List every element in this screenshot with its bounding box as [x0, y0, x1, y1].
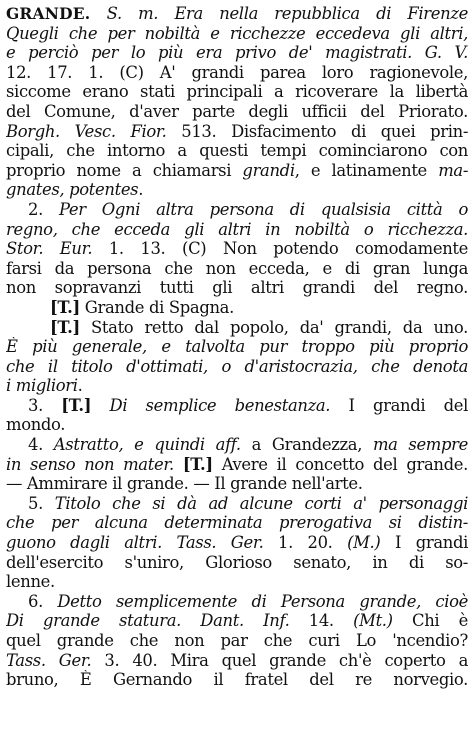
editor-mark: [T.] [182, 454, 213, 474]
body-text: proprio nome a chiamarsi [6, 160, 243, 180]
italic-text: Detto semplicemente di Persona grande, cioè [57, 591, 468, 611]
body-text: 14. [289, 611, 354, 631]
body-text: mondo. [6, 415, 66, 435]
body-text [90, 4, 106, 23]
italic-text: Tass. Ger. [6, 650, 92, 670]
body-text: siccome erano stati principali a ricoverare la libertà [6, 82, 468, 102]
entry-line [6, 513, 468, 533]
entry-line [6, 298, 468, 318]
italic-text: S. m. Era nella repubblica di Firenze [106, 4, 468, 23]
italic-text: che il titolo d'ottimati, o d'aristocrazia, che denota [6, 356, 468, 376]
body-text: lenne. [6, 572, 55, 592]
body-text: del Comune, d'aver parte degli ufficii del Priorato. [6, 101, 468, 121]
italic-text: Titolo che si dà ad alcune corti a' personaggi [54, 493, 468, 513]
body-text: , e latinamente [294, 160, 439, 180]
body-text: cipali, che intorno a questi tempi cominciarono con [6, 141, 468, 161]
body-text: 6. [28, 591, 58, 611]
italic-text: Di grande statura. Dant. Inf. [6, 611, 290, 631]
italic-text: gnates, potentes [6, 180, 139, 200]
entry-line [6, 82, 468, 102]
entry-line [6, 396, 468, 416]
body-text: farsi da persona che non ecceda, e di gran lunga [6, 258, 468, 278]
entry-line [6, 318, 468, 338]
entry-line [6, 611, 468, 631]
entry-line [6, 494, 468, 514]
body-text: quel grande che non par che curi Lo 'ncendio? [6, 631, 468, 650]
body-text: 1. 20. [263, 533, 348, 553]
entry-line [6, 415, 468, 435]
body-text: non sopravanzi tutti gli altri grandi del regno. [6, 278, 468, 298]
entry-line [6, 122, 468, 142]
italic-text: che per alcuna determinata prerogativa si distin- [6, 513, 468, 533]
editor-mark: [T.] [50, 317, 80, 337]
italic-text: ma- [438, 160, 468, 180]
italic-text: È più generale, e talvolta pur troppo più proprio [6, 337, 468, 357]
body-text: a Grandezza, [240, 435, 373, 455]
body-text: 2. [28, 199, 59, 219]
entry-line [6, 337, 468, 357]
body-text: 3. 40. Mira quel grande ch'è coperto a [91, 650, 468, 670]
body-text: 5. [28, 493, 55, 513]
body-text: Avere il concetto del grande. [212, 454, 468, 474]
body-text: Chi è [392, 611, 468, 631]
italic-text: Stor. Eur. [6, 239, 93, 259]
entry-line [6, 651, 468, 671]
editor-mark: [T.] [50, 297, 80, 317]
italic-text: i migliori [6, 376, 78, 396]
body-text: I grandi [380, 533, 468, 553]
body-text [91, 396, 109, 415]
body-text: . [138, 180, 144, 200]
entry-line [6, 4, 468, 24]
body-text: 3. [28, 395, 62, 415]
body-text: — Ammirare il grande. — Il grande nell'arte. [6, 474, 363, 494]
body-text: Stato retto dal popolo, da' grandi, da uno. [79, 317, 468, 337]
entry-line [6, 357, 468, 377]
entry-line [6, 220, 468, 240]
entry-line [6, 592, 468, 612]
entry-line [6, 376, 468, 396]
entry-line [6, 63, 468, 83]
entry-line [6, 180, 468, 200]
entry-line [6, 553, 468, 573]
entry-line [6, 435, 468, 455]
italic-text: Per Ogni altra persona di qualsisia città o [58, 199, 468, 219]
body-text: Grande di Spagna. [79, 297, 234, 317]
italic-text: guono dagli altri. Tass. Ger. [6, 533, 264, 553]
body-text: bruno, È Gernando il fratel del re norvegio. [6, 670, 468, 690]
body-text: 4. [28, 435, 54, 455]
entry-line [6, 572, 468, 592]
italic-text: grandi [242, 160, 295, 180]
headword: GRANDE. [6, 4, 91, 23]
entry-line [6, 161, 468, 181]
italic-text: Astratto, e quindi aff. [53, 435, 241, 455]
entry-line [6, 670, 468, 690]
entry-line [6, 24, 468, 44]
italic-text: e perciò per lo più era privo de' magistrati. G. V. [6, 43, 468, 63]
italic-text: (Mt.) [353, 611, 393, 631]
entry-line [6, 533, 468, 553]
italic-text: in senso non mater. [6, 454, 174, 474]
italic-text: Quegli che per nobiltà e ricchezze eccedeva gli altri, [6, 23, 468, 43]
dictionary-entry-grande [6, 4, 468, 690]
entry-line [6, 43, 468, 63]
entry-line [6, 200, 468, 220]
italic-text: ma sempre [372, 435, 468, 455]
body-text: I grandi del [330, 395, 468, 415]
entry-line [6, 278, 468, 298]
entry-line [6, 239, 468, 259]
italic-text: regno, che ecceda gli altri in nobiltà o ricchezza. [6, 219, 468, 239]
entry-line [6, 474, 468, 494]
body-text [174, 455, 183, 474]
entry-line [6, 455, 468, 475]
body-text: 1. 13. (C) Non potendo comodamente [92, 239, 468, 259]
italic-text: Borgh. Vesc. Fior. [6, 121, 167, 141]
entry-line [6, 141, 468, 161]
entry-line [6, 631, 468, 651]
entry-line [6, 259, 468, 279]
italic-text: (M.) [347, 533, 381, 553]
body-text: 513. Disfacimento di quei prin- [166, 121, 468, 141]
italic-text: Di semplice benestanza. [109, 395, 331, 415]
body-text: . [77, 376, 83, 396]
body-text: dell'esercito s'uniro, Glorioso senato, in di so- [6, 552, 468, 572]
body-text: 12. 17. 1. (C) A' grandi parea loro ragionevole, [6, 62, 468, 82]
editor-mark: [T.] [61, 395, 92, 415]
entry-line [6, 102, 468, 122]
